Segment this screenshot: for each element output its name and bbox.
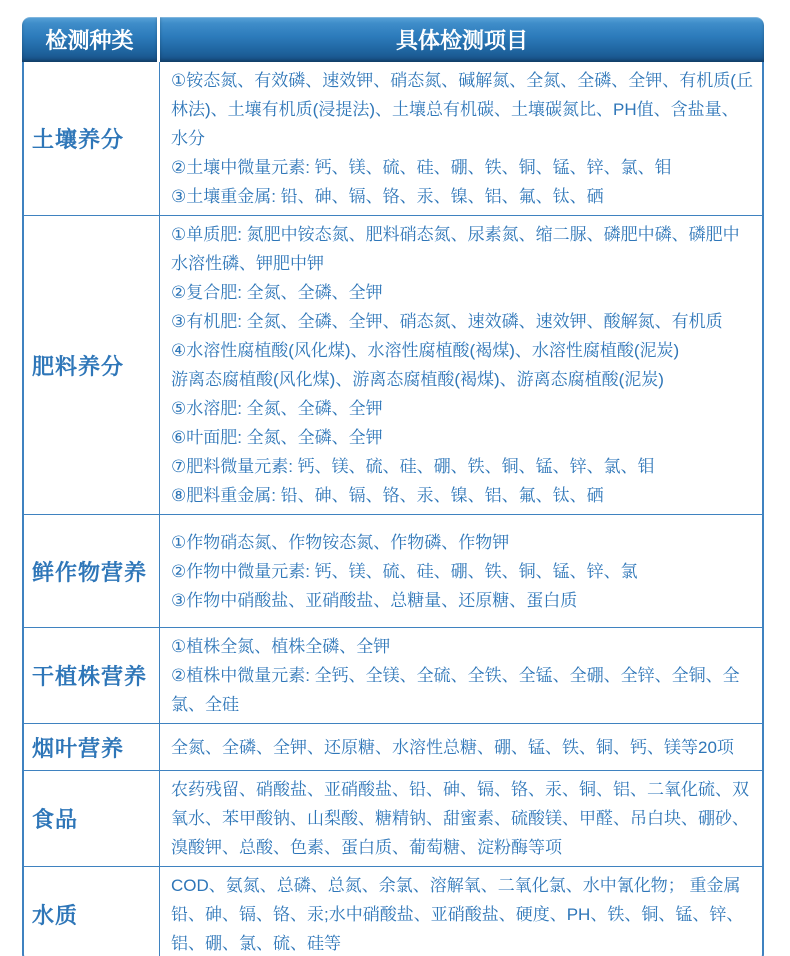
row-category-label: 烟叶营养 xyxy=(24,724,160,770)
item-line: ③作物中硝酸盐、亚硝酸盐、总糖量、还原糖、蛋白质 xyxy=(171,590,578,610)
table-body xyxy=(22,62,764,956)
header-cell-items: 具体检测项目 xyxy=(160,17,764,62)
table-row xyxy=(24,215,762,514)
row-items-cell xyxy=(160,628,762,723)
item-line: ①作物硝态氮、作物铵态氮、作物磷、作物钾 xyxy=(171,532,510,552)
item-line: 农药残留、硝酸盐、亚硝酸盐、铅、砷、镉、铬、汞、铜、铝、二氧化硫、双氧水、苯甲酸钠、山梨酸、糖精钠、甜蜜素、硫酸镁、甲醛、吊白块、硼砂、溴酸钾、总酸、色素、蛋白质、葡萄糖、淀粉酶等项 xyxy=(171,780,749,857)
item-line: ⑦肥料微量元素: 钙、镁、硫、硅、硼、铁、铜、锰、锌、氯、钼 xyxy=(171,457,655,476)
row-items-cell xyxy=(160,724,762,770)
row-items-cell xyxy=(160,867,762,956)
item-line: ①单质肥: 氮肥中铵态氮、肥料硝态氮、尿素氮、缩二脲、磷肥中磷、磷肥中水溶性磷、钾肥中钾 xyxy=(171,225,740,273)
item-line: ⑤水溶肥: 全氮、全磷、全钾 xyxy=(171,399,383,418)
table-row xyxy=(24,514,762,627)
row-items-cell xyxy=(160,515,762,627)
table-row xyxy=(24,627,762,723)
header-cell-category: 检测种类 xyxy=(22,17,160,62)
item-line: ④水溶性腐植酸(风化煤)、水溶性腐植酸(褐煤)、水溶性腐植酸(泥炭) xyxy=(171,341,680,360)
table-row xyxy=(24,866,762,956)
item-line: ③有机肥: 全氮、全磷、全钾、硝态氮、速效磷、速效钾、酸解氮、有机质 xyxy=(171,312,723,331)
item-line: 游离态腐植酸(风化煤)、游离态腐植酸(褐煤)、游离态腐植酸(泥炭) xyxy=(171,370,664,389)
item-line: COD、氨氮、总磷、总氮、余氯、溶解氧、二氧化氯、水中氰化物； 重金属铅、砷、镉、铬、汞;水中硝酸盐、亚硝酸盐、硬度、PH、铁、铜、锰、锌、铝、硼、氯、硫、硅等 xyxy=(171,876,744,953)
detection-table xyxy=(22,17,764,956)
table-row xyxy=(24,62,762,215)
row-items-cell xyxy=(160,62,762,215)
row-category-label: 干植株营养 xyxy=(24,628,160,723)
item-line: ③土壤重金属: 铅、砷、镉、铬、汞、镍、铝、氟、钛、硒 xyxy=(171,187,604,206)
row-category-label: 土壤养分 xyxy=(24,62,160,215)
item-line: ①铵态氮、有效磷、速效钾、硝态氮、碱解氮、全氮、全磷、全钾、有机质(丘林法)、土壤有机质(浸提法)、土壤总有机碳、土壤碳氮比、PH值、含盐量、水分 xyxy=(171,71,753,148)
row-category-label: 鲜作物营养 xyxy=(24,515,160,627)
item-line: ⑥叶面肥: 全氮、全磷、全钾 xyxy=(171,428,383,447)
item-line: ①植株全氮、植株全磷、全钾 xyxy=(171,637,391,656)
row-category-label: 水质 xyxy=(24,867,160,956)
table-header-row xyxy=(22,17,764,62)
item-line: ②复合肥: 全氮、全磷、全钾 xyxy=(171,283,383,302)
item-line: ②作物中微量元素: 钙、镁、硫、硅、硼、铁、铜、锰、锌、氯 xyxy=(171,561,638,581)
item-line: ②植株中微量元素: 全钙、全镁、全硫、全铁、全锰、全硼、全锌、全铜、全氯、全硅 xyxy=(171,666,740,714)
table-row xyxy=(24,770,762,866)
row-items-cell xyxy=(160,771,762,866)
table-row xyxy=(24,723,762,770)
row-items-cell xyxy=(160,216,762,514)
row-category-label: 肥料养分 xyxy=(24,216,160,514)
item-line: ②土壤中微量元素: 钙、镁、硫、硅、硼、铁、铜、锰、锌、氯、钼 xyxy=(171,158,672,177)
item-line: ⑧肥料重金属: 铅、砷、镉、铬、汞、镍、铝、氟、钛、硒 xyxy=(171,486,604,505)
item-line: 全氮、全磷、全钾、还原糖、水溶性总糖、硼、锰、铁、铜、钙、镁等20项 xyxy=(171,737,734,757)
row-category-label: 食品 xyxy=(24,771,160,866)
